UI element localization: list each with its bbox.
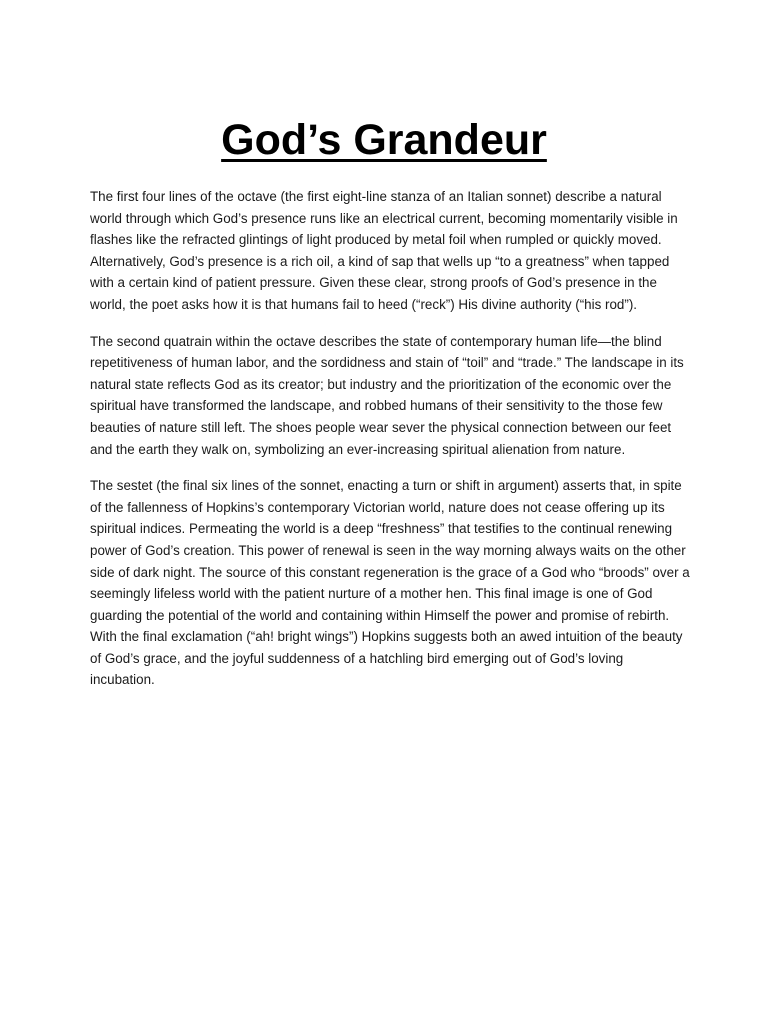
document-title-text: God’s Grandeur xyxy=(221,116,547,164)
paragraph-octave-first-quatrain: The first four lines of the octave (the first eight-line stanza of an Italian sonnet) describe a natural world through which God’s presence runs like an electrical current, becoming momentarily visible in flashes like the refracted glintings of light produced by metal foil when rumpled or quickly moved. Alternatively, God’s presence is a rich oil, a kind of sap that wells up “to a greatness” when tapped with a certain kind of patient pressure. Given these clear, strong proofs of God’s presence in the world, the poet asks how it is that humans fail to heed (“reck”) His divine authority (“his rod”). xyxy=(90,189,678,312)
paragraph-sestet: The sestet (the final six lines of the sonnet, enacting a turn or shift in argument) asserts that, in spite of the fallenness of Hopkins’s contemporary Victorian world, nature does not cease offering up its spiritual indices. Permeating the world is a deep “freshness” that testifies to the continual renewing power of God’s creation. This power of renewal is seen in the way morning always waits on the other side of dark night. The source of this constant regeneration is the grace of a God who “broods” over a seemingly lifeless world with the patient nurture of a mother hen. This final image is one of God guarding the potential of the world and containing within Himself the power and promise of rebirth. With the final exclamation (“ah! bright wings”) Hopkins suggests both an awed intuition of the beauty of God’s grace, and the joyful suddenness of a hatchling bird emerging out of God’s loving incubation. xyxy=(90,478,690,688)
paragraph-octave-second-quatrain: The second quatrain within the octave describes the state of contemporary human life—the blind repetitiveness of human labor, and the sordidness and stain of “toil” and “trade.” The landscape in its natural state reflects God as its creator; but industry and the prioritization of the economic over the spiritual have transformed the landscape, and robbed humans of their sensitivity to the those few beauties of nature still left. The shoes people wear sever the physical connection between our feet and the earth they walk on, symbolizing an ever-increasing spiritual alienation from nature. xyxy=(90,333,684,457)
document-title xyxy=(0,112,768,168)
document-body xyxy=(90,186,690,706)
